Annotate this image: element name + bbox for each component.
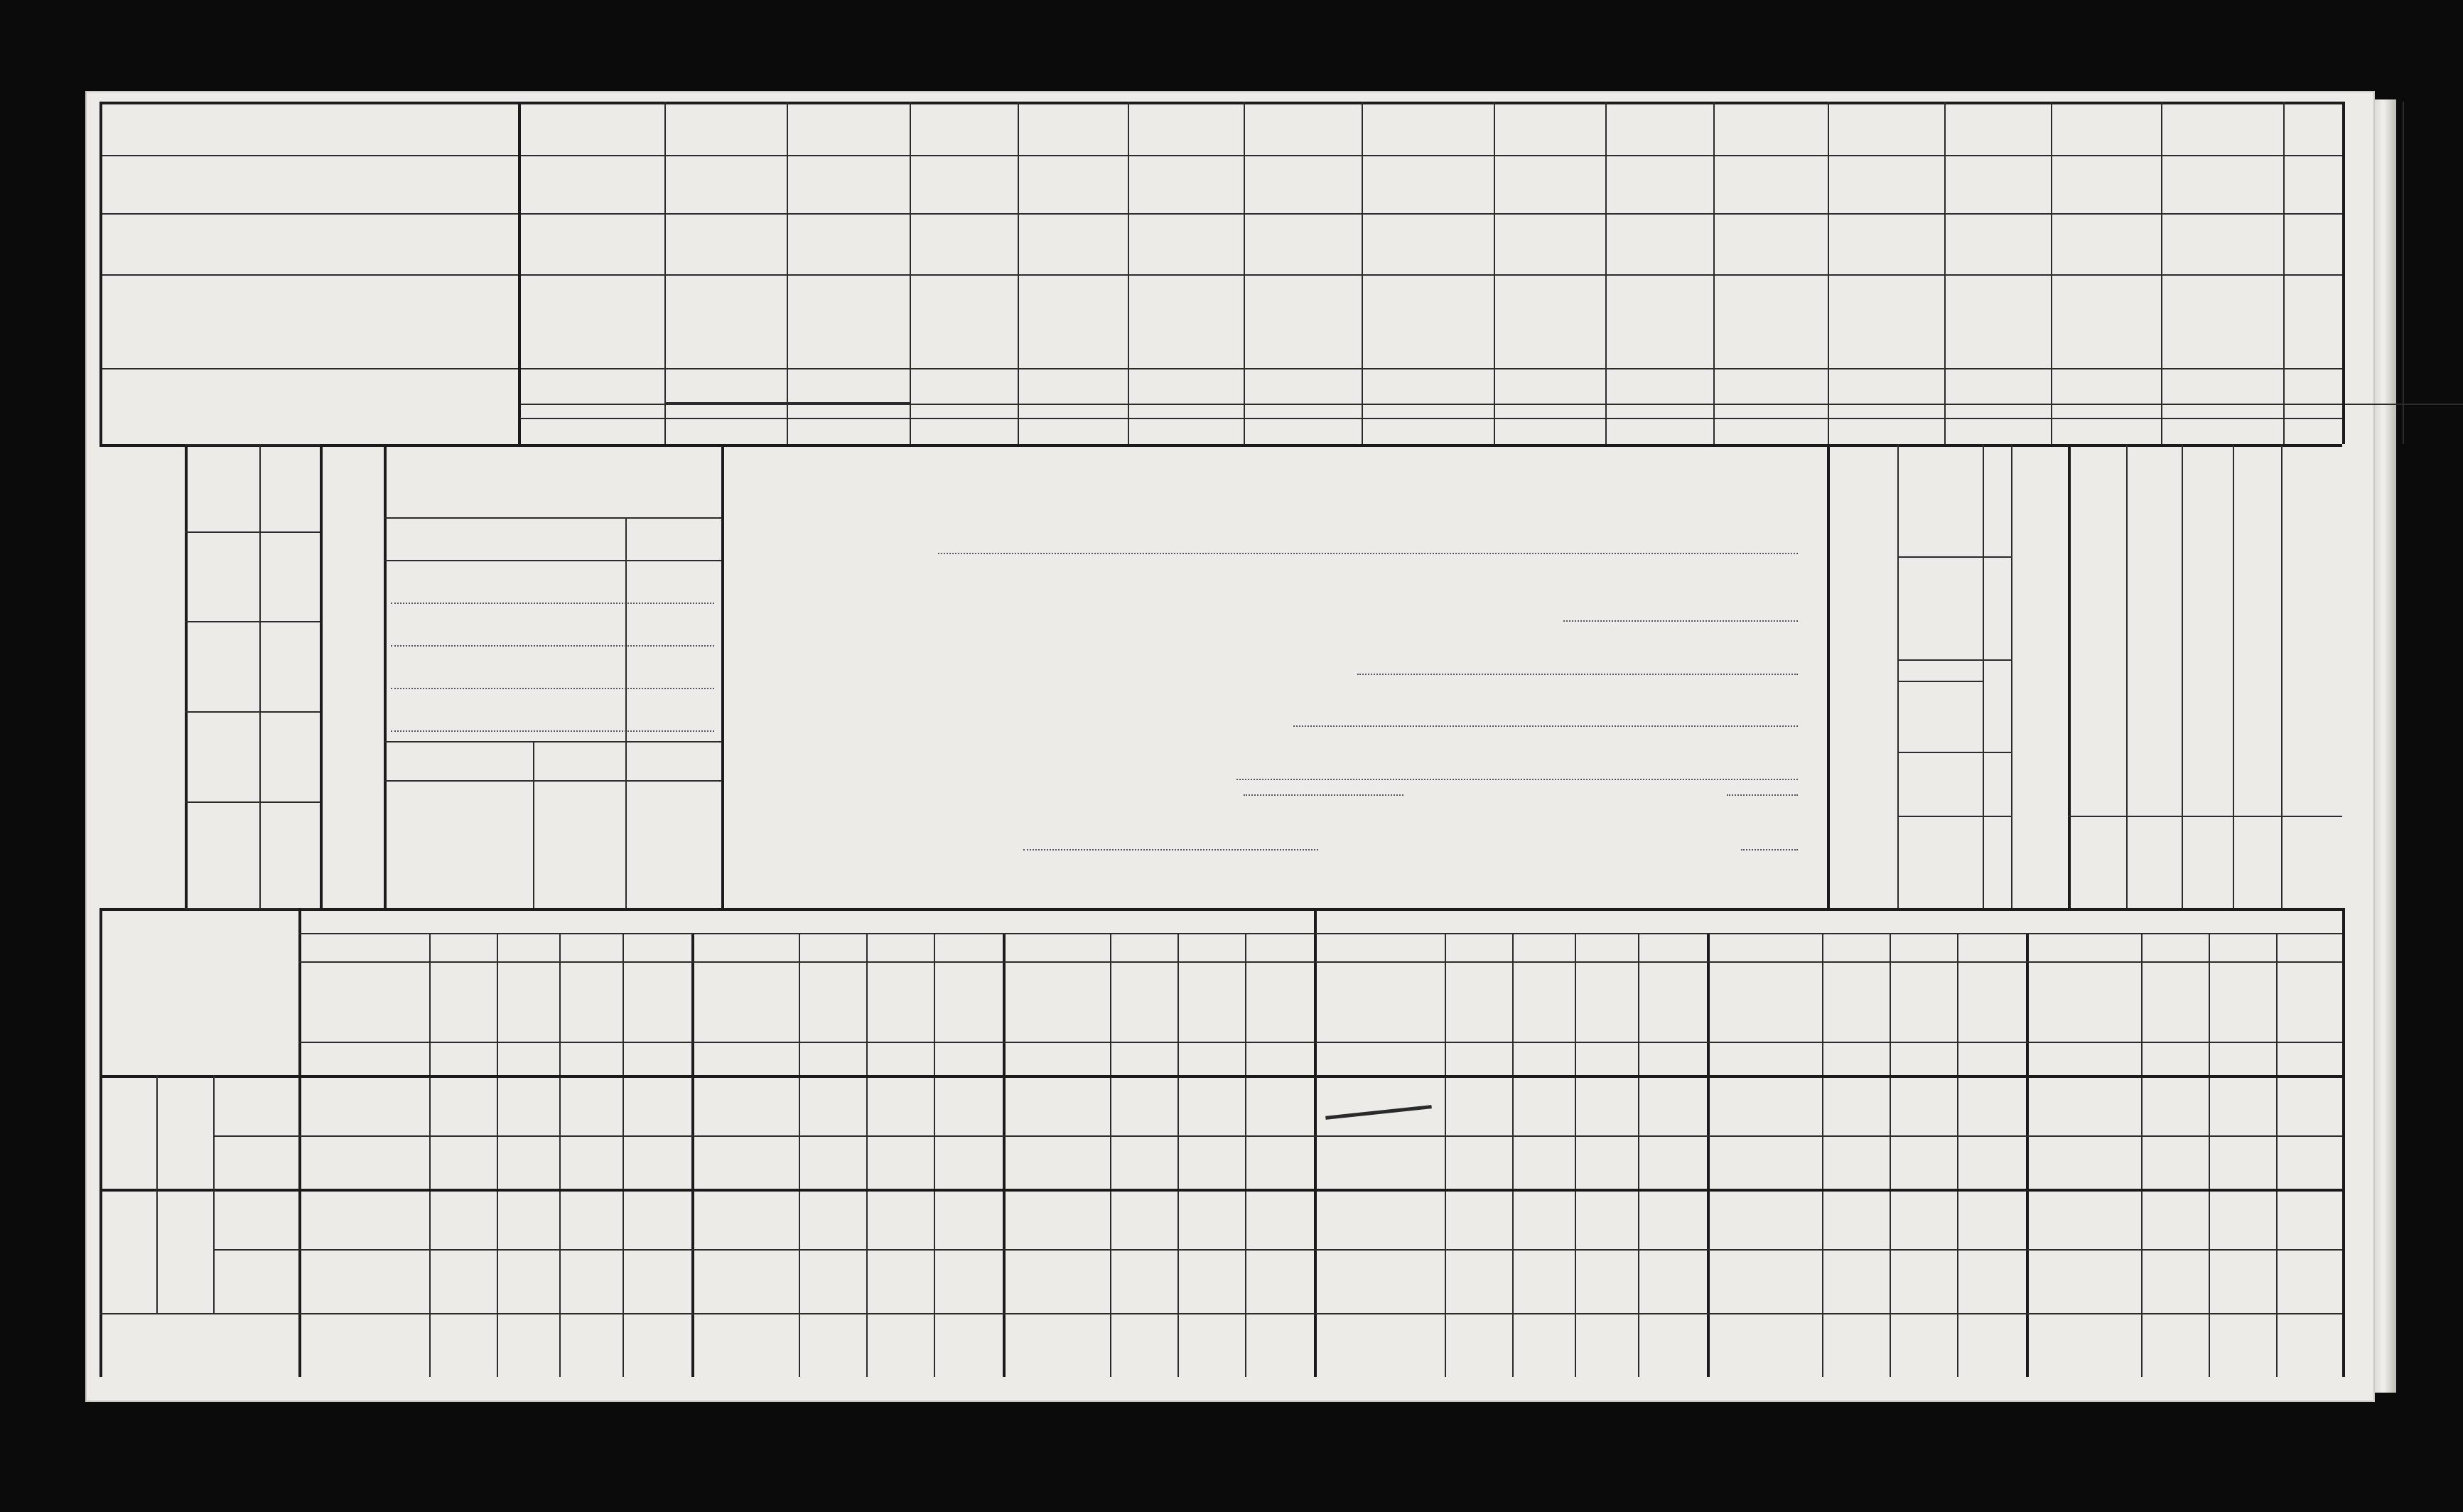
answer-line bbox=[1236, 779, 1798, 780]
paper-edge bbox=[2375, 99, 2396, 1393]
rule-line bbox=[99, 1075, 2342, 1078]
rule-line bbox=[99, 155, 2342, 156]
rule-line bbox=[787, 102, 788, 444]
rule-line bbox=[2182, 444, 2183, 908]
rule-line bbox=[625, 517, 627, 908]
rule-line bbox=[1897, 752, 2011, 753]
rule-line bbox=[99, 444, 2342, 447]
rule-line bbox=[1707, 933, 1710, 1377]
rule-line bbox=[2281, 444, 2283, 908]
rule-line bbox=[799, 933, 800, 1377]
rule-line bbox=[518, 418, 2342, 419]
rule-line bbox=[1445, 933, 1446, 1377]
rule-line bbox=[99, 908, 2342, 911]
rule-line bbox=[298, 908, 301, 1377]
rule-line bbox=[1897, 681, 1983, 682]
rule-line bbox=[1245, 933, 1246, 1377]
rule-line bbox=[721, 444, 724, 908]
rule-line bbox=[1713, 102, 1715, 444]
rule-line bbox=[2011, 444, 2012, 908]
rule-line bbox=[1897, 659, 2011, 661]
rule-line bbox=[2126, 444, 2128, 908]
rule-line bbox=[934, 933, 935, 1377]
rule-line bbox=[2051, 102, 2052, 444]
rule-line bbox=[1018, 102, 1019, 444]
rule-line bbox=[1983, 444, 1984, 908]
rule-line bbox=[99, 1313, 2342, 1314]
rule-line bbox=[1890, 933, 1891, 1377]
answer-line bbox=[938, 553, 1798, 554]
rule-line bbox=[518, 404, 2463, 405]
rule-line bbox=[185, 444, 320, 446]
rule-line bbox=[320, 444, 323, 908]
answer-line bbox=[1244, 794, 1403, 796]
hw-strike bbox=[1325, 1105, 1432, 1120]
dotted-line bbox=[391, 688, 714, 689]
rule-line bbox=[2026, 933, 2029, 1377]
rule-line bbox=[2141, 933, 2143, 1377]
rule-line bbox=[1314, 908, 1317, 1377]
answer-line bbox=[1727, 794, 1798, 796]
dotted-line bbox=[391, 645, 714, 647]
rule-line bbox=[384, 741, 721, 742]
rule-line bbox=[99, 368, 2342, 369]
rule-line bbox=[2068, 816, 2342, 817]
rule-line bbox=[99, 213, 2342, 215]
rule-line bbox=[185, 801, 320, 803]
rule-line bbox=[1362, 102, 1363, 444]
answer-line bbox=[1293, 725, 1798, 727]
rule-line bbox=[1828, 102, 1829, 444]
answer-line bbox=[1741, 849, 1798, 850]
rule-line bbox=[99, 274, 2342, 276]
rule-line bbox=[429, 933, 431, 1377]
rule-line bbox=[2233, 444, 2234, 908]
rule-line bbox=[2161, 102, 2162, 444]
rule-line bbox=[910, 102, 911, 444]
rule-line bbox=[2276, 933, 2278, 1377]
rule-line bbox=[1128, 102, 1129, 444]
rule-line bbox=[866, 933, 868, 1377]
rule-line bbox=[2342, 933, 2345, 1377]
rule-line bbox=[298, 933, 2342, 934]
rule-line bbox=[2209, 933, 2210, 1377]
rule-line bbox=[384, 517, 721, 519]
rule-line bbox=[1944, 102, 1946, 444]
rule-line bbox=[623, 933, 624, 1377]
rule-line bbox=[298, 961, 2342, 963]
rule-line bbox=[1244, 102, 1245, 444]
rule-line bbox=[533, 741, 534, 908]
dotted-line bbox=[391, 603, 714, 604]
rule-line bbox=[1003, 933, 1006, 1377]
rule-line bbox=[259, 444, 261, 908]
rule-line bbox=[559, 933, 561, 1377]
rule-line bbox=[1827, 444, 1830, 908]
rule-line bbox=[1177, 933, 1179, 1377]
rule-line bbox=[2283, 102, 2285, 444]
rule-line bbox=[1897, 556, 2011, 558]
rule-line bbox=[1957, 933, 1958, 1377]
rule-line bbox=[1494, 102, 1495, 444]
rule-line bbox=[185, 711, 320, 713]
rule-line bbox=[1897, 816, 2011, 817]
rule-line bbox=[1638, 933, 1639, 1377]
rule-line bbox=[185, 621, 320, 622]
rule-line bbox=[384, 560, 721, 561]
rule-line bbox=[1605, 102, 1607, 444]
answer-line bbox=[1357, 674, 1798, 675]
rule-line bbox=[497, 933, 498, 1377]
answer-line bbox=[1023, 849, 1318, 850]
census-card bbox=[85, 91, 2375, 1402]
rule-line bbox=[1897, 444, 1899, 908]
rule-line bbox=[1575, 933, 1576, 1377]
answer-line bbox=[1563, 620, 1798, 622]
rule-line bbox=[185, 531, 320, 533]
rule-line bbox=[1822, 933, 1823, 1377]
rule-line bbox=[156, 1075, 158, 1313]
rule-line bbox=[2403, 102, 2404, 444]
rule-line bbox=[518, 102, 521, 444]
rule-line bbox=[213, 1075, 215, 1313]
rule-line bbox=[99, 908, 102, 1377]
rule-line bbox=[384, 444, 387, 908]
rule-line bbox=[185, 444, 188, 908]
rule-line bbox=[99, 102, 2342, 104]
rule-line bbox=[298, 1042, 2342, 1043]
dotted-line bbox=[391, 730, 714, 732]
rule-line bbox=[664, 402, 910, 404]
rule-line bbox=[664, 102, 666, 444]
rule-line bbox=[99, 1189, 2342, 1192]
rule-line bbox=[691, 933, 694, 1377]
rule-line bbox=[213, 1249, 2342, 1251]
rule-line bbox=[1512, 933, 1514, 1377]
rule-line bbox=[384, 780, 721, 782]
rule-line bbox=[2342, 102, 2345, 444]
rule-line bbox=[99, 102, 102, 444]
rule-line bbox=[2068, 444, 2071, 908]
rule-line bbox=[213, 1135, 2342, 1137]
rule-line bbox=[1110, 933, 1111, 1377]
